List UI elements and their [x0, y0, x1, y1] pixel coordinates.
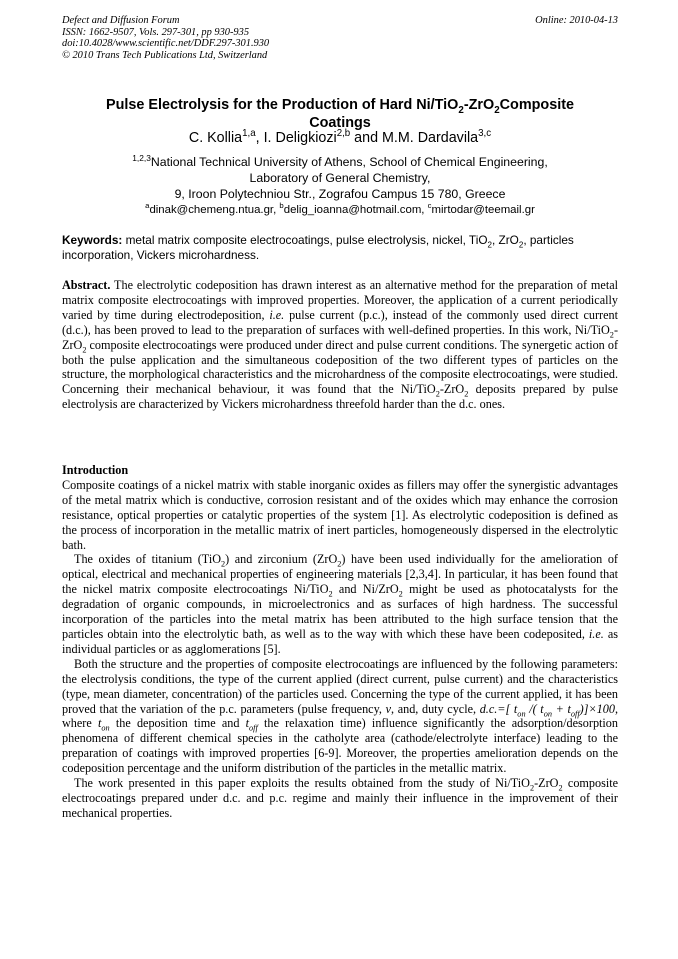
online-date: Online: 2010-04-13 — [535, 15, 618, 26]
issn-line: ISSN: 1662-9507, Vols. 297-301, pp 930-935 — [62, 26, 250, 38]
keywords-label: Keywords: — [62, 233, 123, 247]
author-list: C. Kollia$^{1,a}$, I. Deligkiozi$^{2,b}$ and M.M. Dardavila$^{3,c}$ — [188, 128, 492, 146]
intro-paragraph-4: The work presented in this paper exploits the results obtained from the study of Ni/TiO$_2$-ZrO$_2$ composite electrocoatings prepared under d.c. and p.c. regime and mainly their influence in the improvement of their mechanical properties. — [62, 776, 619, 820]
doi-line: doi:10.4028/www.scientific.net/DDF.297-301.930 — [62, 38, 270, 50]
abstract: Abstract. The electrolytic codeposition has drawn interest as an alternative method for the preparation of metal matrix composite electrocoatings with improved properties. Moreover, the application of a current periodically varied by time during electrodeposition, i.e. pulse current (p.c.), instead of the commonly used direct current (d.c.), has been proved to lead to the preparation of surfaces with well-defined properties. In this work, Ni/TiO$_2$-ZrO$_2$ composite electrocoatings were produced under direct and pulse current conditions. The synergetic action of both the pulse application and the simultaneous codeposition of the two different types of particles on the structure, the morphological characteristics and the microhardness of the composite electrocoatings, were studied. Concerning their mechanical behaviour, it was found that the Ni/TiO$_2$-ZrO$_2$ deposits prepared by pulse electrolysis are characterized by Vickers microhardness threefold harder than the d.c. ones. — [62, 278, 618, 412]
intro-paragraph-3: Both the structure and the properties of composite electrocoatings are influenced by the following parameters: the electrolysis conditions, the type of the current applied (direct current, pulse current) and the characteristics (type, mean diameter, concentration) of the particles used. Concerning the type of the current applied, it has been proved that the variation of the p.c. parameters (pulse frequency, ν, and, duty cycle, d.c.=[ $t_{on}$ /( $t_{on} + t_{off})]\times 100$, where $t_{on}$ the deposition time and $t_{off}$ the relaxation time) influence significantly the adsorption/desorption phenomena of different chemical species in the catholyte area (cathode/electrolyte interface) leading to the preparation of coatings with improved properties [6-9]. Moreover, the properties amelioration depends on the codeposition percentage and the uniform distribution of the particles in the metallic matrix. — [62, 656, 618, 776]
introduction-section — [62, 463, 618, 821]
author-emails: $^a$dinak@chemeng.ntua.gr, $^b$delig_ioanna@hotmail.com, $^c$mirtodar@teemail.gr — [145, 201, 535, 216]
introduction-heading: Introduction — [62, 463, 129, 477]
keywords: Keywords: metal matrix composite electrocoatings, pulse electrolysis, nickel, TiO$_2$, ZrO$_2$, particles incorporation, Vickers microhardness. — [62, 233, 574, 262]
intro-paragraph-2: The oxides of titanium (TiO$_2$) and zirconium (ZrO$_2$) have been used individually for the amelioration of optical, electrical and mechanical properties of engineering materials [2,3,4]. In particular, it has been found that the nickel matrix composite electrocoatings Ni/TiO$_2$ and Ni/ZrO$_2$ might be used as photocatalysts for the degradation of organic compounds, in microelectronics and as surfaces of high hardness. The successful incorporation of the particles into the metal matrix has been attributed to the high surface tension that the particles obtain into the electrolytic bath, as well as to the way with which these have been codeposited, i.e. as individual particles or as agglomerations [5]. — [62, 552, 618, 656]
abstract-label: Abstract. — [62, 278, 111, 292]
paper-title: Pulse Electrolysis for the Production of Hard Ni/TiO$_2$-ZrO$_2$Composite Coatings — [105, 97, 575, 131]
journal-header — [62, 15, 618, 61]
intro-paragraph-1: Composite coatings of a nickel matrix with stable inorganic oxides as fillers may offer the synergistic advantages of the metal matrix which is conductive, corrosion resistant and of the oxides which may enhance the corrosion resistance, optical properties or catalytic properties of the system [1]. As electrolytic codeposition is defined as the process of incorporation in the metallic matrix of inert particles, homogeneously dispersed in the electrolytic bath. — [62, 477, 618, 552]
copyright-line: © 2010 Trans Tech Publications Ltd, Switzerland — [62, 49, 268, 61]
journal-name: Defect and Diffusion Forum — [62, 15, 180, 26]
affiliation: $^{1,2,3}$National Technical University of Athens, School of Chemical Engineering, Laboratory of General Chemistry, 9, Iroon Polytechniou Str., Zografou Campus 15 780, Greece — [132, 152, 548, 201]
